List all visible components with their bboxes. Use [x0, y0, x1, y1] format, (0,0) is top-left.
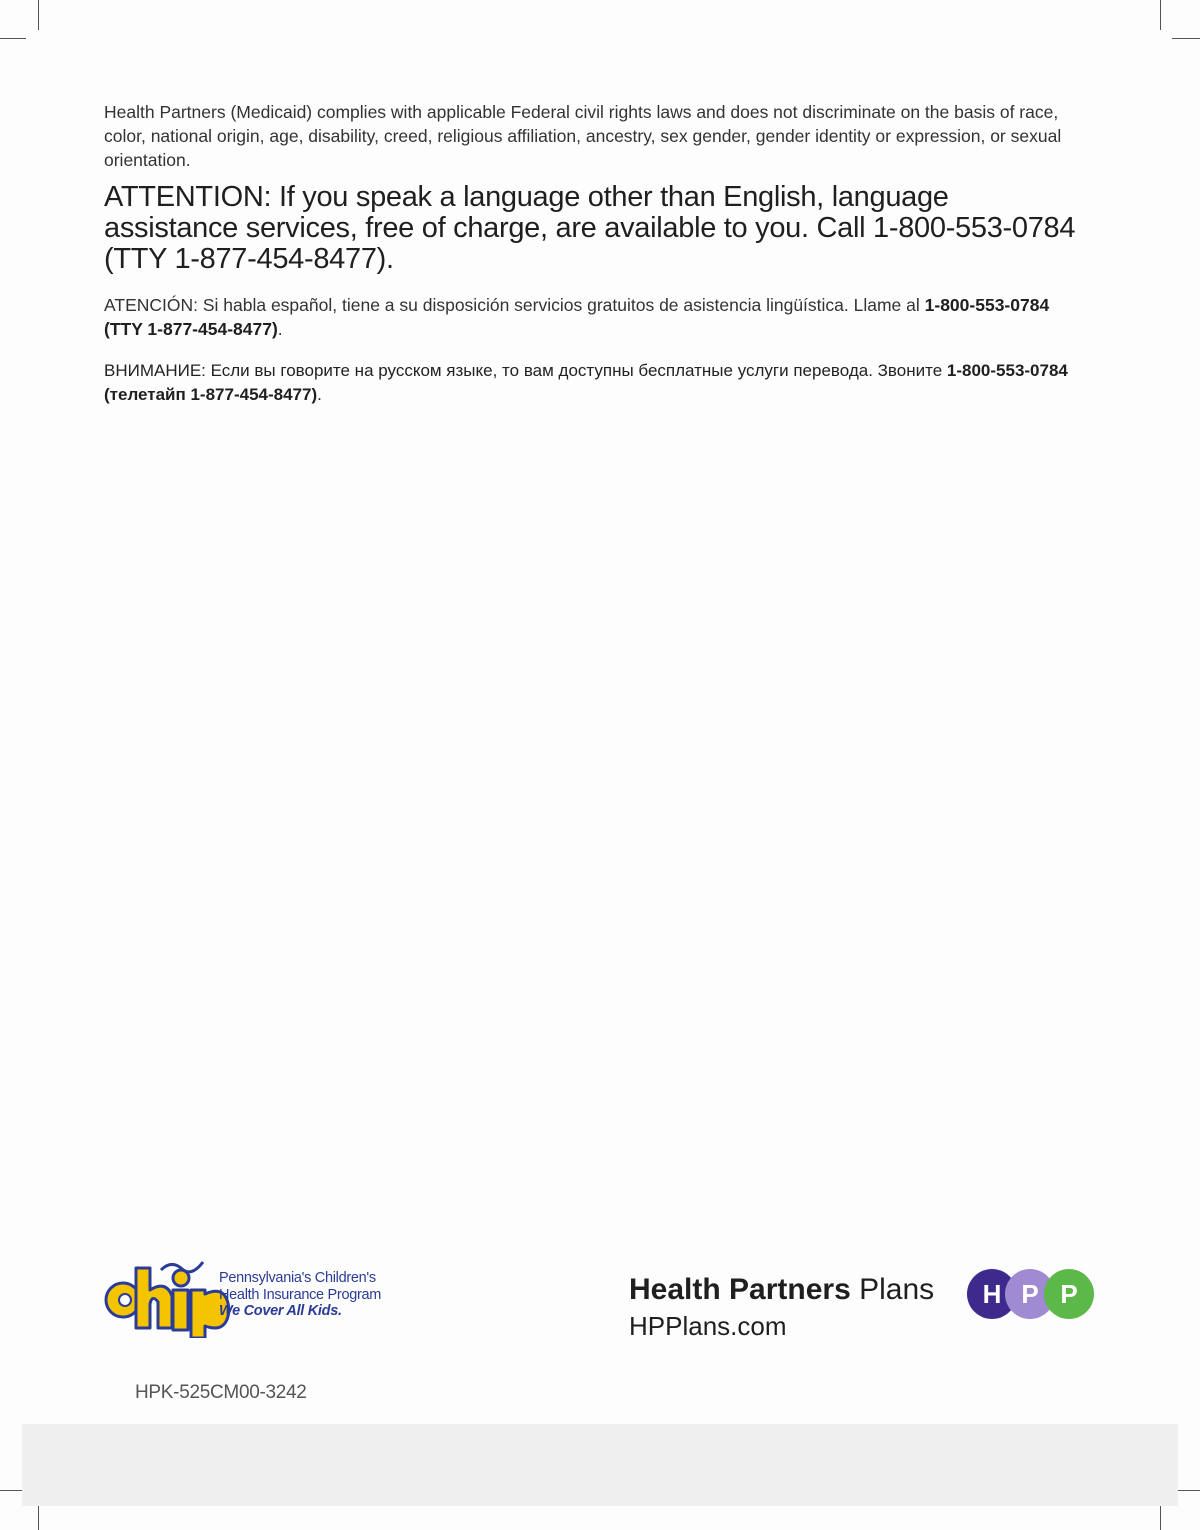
- bottom-band: [22, 1424, 1178, 1506]
- chip-line-3: We Cover All Kids.: [219, 1303, 342, 1319]
- crop-mark: [0, 38, 26, 39]
- spanish-text: ATENCIÓN: Si habla español, tiene a su disposición servicios gratuitos de asistencia lingüística. Llame al: [104, 295, 925, 315]
- hpp-url: HPPlans.com: [629, 1311, 787, 1341]
- hpp-brand-name: [629, 1273, 934, 1307]
- hpp-letter-p1: P: [1021, 1279, 1039, 1309]
- compliance-statement: Health Partners (Medicaid) complies with applicable Federal civil rights laws and does not discriminate on the basis of race, color, national origin, age, disability, creed, religious affiliation, ancestry, sex gender, gender identity or expression, or sexual orientation.: [104, 102, 1062, 170]
- chip-tagline: [219, 1270, 381, 1320]
- spanish-phone: 1-800-553-0784 (TTY 1-877-454-8477): [104, 295, 1050, 339]
- document-code: HPK-525CM00-3242: [135, 1382, 307, 1403]
- chip-line-1: Pennsylvania's Children's: [219, 1270, 376, 1286]
- hpp-name-light: Plans: [859, 1273, 935, 1306]
- russian-text: ВНИМАНИЕ: Если вы говорите на русском языке, то вам доступны бесплатные услуги перевода. Звоните: [104, 361, 947, 380]
- hpp-letter-p2: P: [1060, 1279, 1078, 1309]
- hpp-name-bold: Health Partners: [629, 1273, 851, 1306]
- crop-mark: [1160, 0, 1161, 30]
- hpp-letter-h: H: [982, 1279, 1002, 1309]
- hpp-logo-circles: [966, 1268, 1096, 1320]
- russian-phone: 1-800-553-0784 (телетайп 1-877-454-8477): [104, 361, 1068, 404]
- spanish-end: .: [277, 319, 283, 339]
- notice-body: [104, 100, 1084, 407]
- attention-russian: [104, 359, 1084, 407]
- crop-mark: [38, 0, 39, 30]
- chip-line-2: Health Insurance Program: [219, 1286, 382, 1303]
- russian-end: .: [317, 385, 322, 404]
- attention-english: ATTENTION: If you speak a language other than English, language assistance services, free of charge, are available to you. Call 1-800-553-0784 (TTY 1-877-454-8477).: [104, 181, 1076, 275]
- attention-spanish: [104, 293, 1084, 341]
- crop-mark: [1172, 38, 1200, 39]
